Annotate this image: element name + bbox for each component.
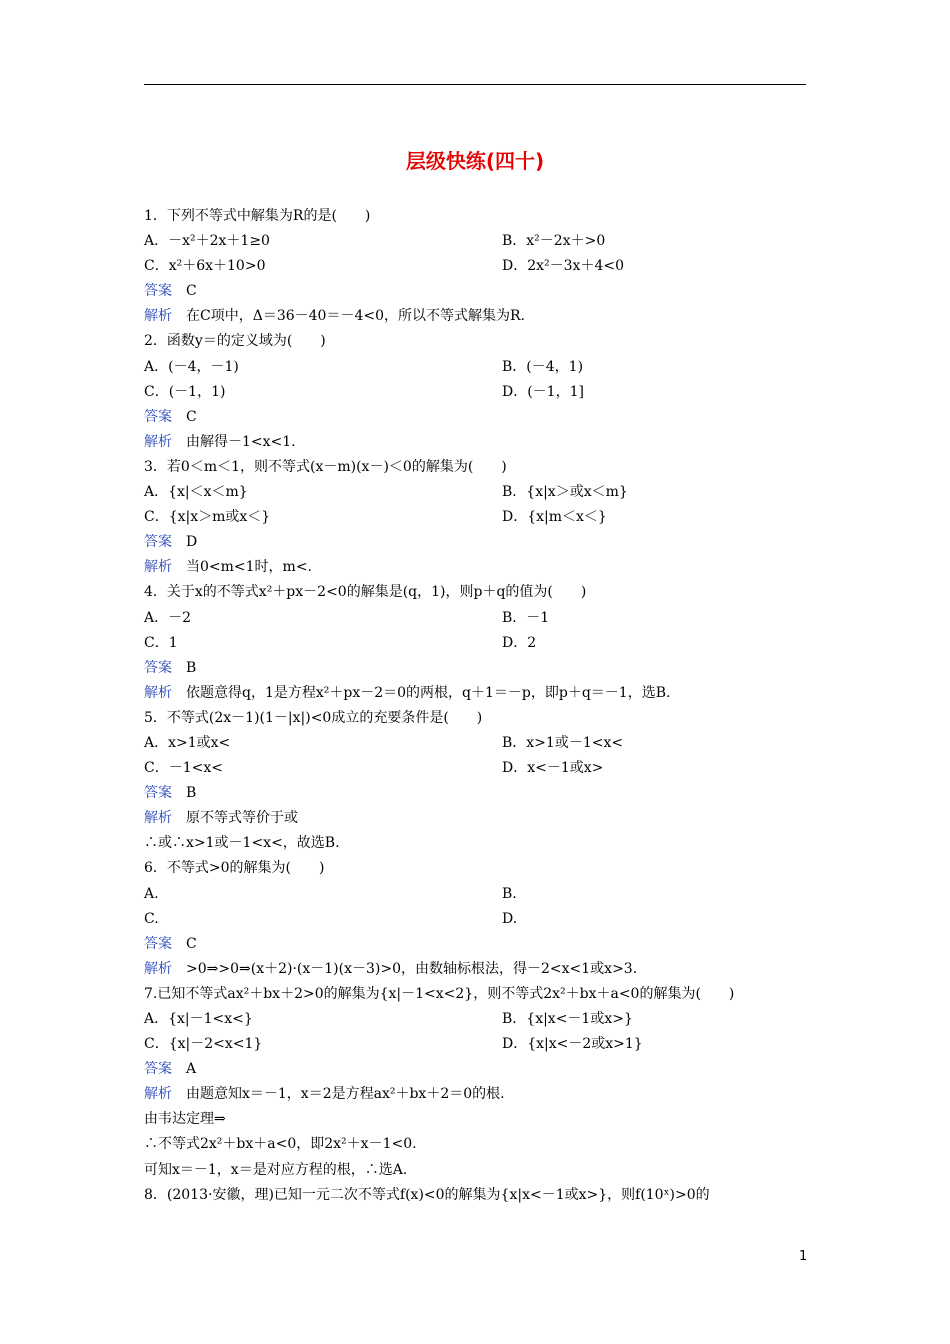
- analysis-tag: 解析: [144, 684, 172, 701]
- option-b: B．x>1或－1<x<: [502, 734, 624, 751]
- option-d: D．{x|x<－2或x>1}: [502, 1036, 643, 1053]
- option-c: C．{x|x＞m或x＜}: [144, 509, 271, 526]
- question-5-analysis: [144, 806, 824, 831]
- question-4-analysis: [144, 681, 824, 706]
- analysis-tag: 解析: [144, 810, 172, 827]
- analysis-tag: 解析: [144, 308, 172, 325]
- option-a: A．x>1或x<: [144, 734, 231, 751]
- answer-tag: 答案: [144, 659, 172, 676]
- analysis-tag: 解析: [144, 559, 172, 576]
- answer-value: C: [186, 408, 197, 425]
- header-rule: [144, 84, 806, 85]
- question-3-answer: [144, 530, 824, 555]
- question-7-options-cd: [144, 1032, 824, 1057]
- question-1-analysis: [144, 304, 824, 329]
- analysis-text: 由解得－1<x<1.: [186, 433, 296, 450]
- answer-tag: 答案: [144, 408, 172, 425]
- page-title: 层级快练(四十): [405, 149, 545, 173]
- answer-value: D: [186, 534, 198, 551]
- question-3-analysis: [144, 555, 824, 580]
- question-2-options-cd: [144, 380, 824, 405]
- question-2-answer: [144, 405, 824, 430]
- option-c: C．1: [144, 634, 178, 651]
- option-d: D.: [502, 910, 518, 927]
- question-2-options-ab: [144, 355, 824, 380]
- question-1-options-cd: [144, 254, 824, 279]
- question-3-options-ab: [144, 480, 824, 505]
- option-b: B．(－4，1): [502, 358, 584, 375]
- question-4-options-cd: [144, 631, 824, 656]
- question-7-answer: [144, 1057, 824, 1082]
- option-a: A.: [144, 885, 159, 902]
- question-4-options-ab: [144, 606, 824, 631]
- question-2-analysis: [144, 430, 824, 455]
- analysis-text: 在C项中，Δ＝36－40＝－4<0，所以不等式解集为R.: [186, 308, 525, 325]
- option-d: D．2x²－3x＋4<0: [502, 258, 624, 275]
- question-6-answer: [144, 932, 824, 957]
- option-c: C．(－1，1): [144, 383, 226, 400]
- answer-value: C: [186, 283, 197, 300]
- document-body: [144, 204, 824, 1208]
- question-6-analysis: [144, 957, 824, 982]
- question-3-options-cd: [144, 505, 824, 530]
- option-b: B．{x|x＞或x＜m}: [502, 484, 628, 501]
- answer-value: A: [186, 1061, 197, 1078]
- question-5-stem: 5．不等式(2x－1)(1－|x|)<0成立的充要条件是( ): [144, 709, 483, 726]
- option-a: A．－2: [144, 609, 192, 626]
- option-d: D．x<－1或x>: [502, 760, 604, 777]
- analysis-text: 当0<m<1时，m<.: [186, 559, 313, 576]
- question-7-analysis-line-2: 由韦达定理⇒: [144, 1111, 226, 1128]
- option-b: B．－1: [502, 609, 550, 626]
- question-4-answer: [144, 656, 824, 681]
- analysis-text: 依题意得q，1是方程x²＋px－2＝0的两根，q＋1＝－p，即p＋q＝－1，选B.: [186, 684, 671, 701]
- question-7-analysis-line-3: ∴不等式2x²＋bx＋a<0，即2x²＋x－1<0.: [144, 1136, 417, 1153]
- question-1-answer: [144, 279, 824, 304]
- option-c: C．{x|－2<x<1}: [144, 1036, 263, 1053]
- question-3-stem: 3．若0＜m＜1，则不等式(x－m)(x－)＜0的解集为( ): [144, 458, 507, 475]
- question-5-answer: [144, 781, 824, 806]
- analysis-text: >0⇒>0⇒(x＋2)·(x－1)(x－3)>0，由数轴标根法，得－2<x<1或x>3.: [186, 960, 638, 977]
- answer-tag: 答案: [144, 283, 172, 300]
- question-6-options-ab: [144, 882, 824, 907]
- option-a: A．{x|＜x＜m}: [144, 484, 248, 501]
- question-8-stem: 8．(2013·安徽，理)已知一元二次不等式f(x)<0的解集为{x|x<－1或x>}，则f(10ˣ)>0的: [144, 1186, 710, 1203]
- analysis-text: 原不等式等价于或: [186, 810, 298, 827]
- answer-tag: 答案: [144, 935, 172, 952]
- question-2-stem: 2．函数y＝的定义域为( ): [144, 333, 326, 350]
- question-5-options-ab: [144, 731, 824, 756]
- answer-tag: 答案: [144, 534, 172, 551]
- answer-value: B: [186, 785, 197, 802]
- option-d: D．2: [502, 634, 537, 651]
- answer-tag: 答案: [144, 1061, 172, 1078]
- analysis-text: 由题意知x＝－1，x＝2是方程ax²＋bx＋2＝0的根.: [186, 1086, 505, 1103]
- question-5-options-cd: [144, 756, 824, 781]
- page-number: 1: [799, 1249, 808, 1264]
- question-1-options-ab: [144, 229, 824, 254]
- analysis-tag: 解析: [144, 433, 172, 450]
- question-1-stem: 1．下列不等式中解集为R的是( ): [144, 208, 371, 224]
- question-7-stem: 7.已知不等式ax²＋bx＋2>0的解集为{x|－1<x<2}，则不等式2x²＋bx＋a<0的解集为( ): [144, 985, 735, 1002]
- option-c: C．－1<x<: [144, 760, 223, 777]
- question-7-analysis: [144, 1082, 824, 1107]
- question-4-stem: 4．关于x的不等式x²＋px－2<0的解集是(q，1)，则p＋q的值为( ): [144, 584, 587, 601]
- question-7-analysis-line-4: 可知x＝－1，x＝是对应方程的根，∴选A.: [144, 1161, 408, 1178]
- option-a: A．－x²＋2x＋1≥0: [144, 233, 270, 250]
- question-5-analysis-continued: ∴或∴x>1或－1<x<，故选B.: [144, 835, 340, 852]
- option-c: C．x²＋6x＋10>0: [144, 258, 266, 275]
- analysis-tag: 解析: [144, 1086, 172, 1103]
- option-b: B．{x|x<－1或x>}: [502, 1011, 633, 1027]
- option-d: D．(－1，1]: [502, 383, 584, 400]
- option-d: D．{x|m＜x＜}: [502, 509, 607, 526]
- option-b: B.: [502, 885, 517, 902]
- option-a: A．(－4，－1): [144, 358, 239, 375]
- option-b: B．x²－2x＋>0: [502, 233, 606, 250]
- option-c: C.: [144, 910, 159, 927]
- analysis-tag: 解析: [144, 960, 172, 977]
- question-6-stem: 6．不等式>0的解集为( ): [144, 860, 325, 877]
- question-6-options-cd: [144, 907, 824, 932]
- answer-value: B: [186, 659, 197, 676]
- question-7-options-ab: [144, 1007, 824, 1032]
- option-a: A．{x|－1<x<}: [144, 1011, 253, 1027]
- answer-tag: 答案: [144, 785, 172, 802]
- answer-value: C: [186, 935, 197, 952]
